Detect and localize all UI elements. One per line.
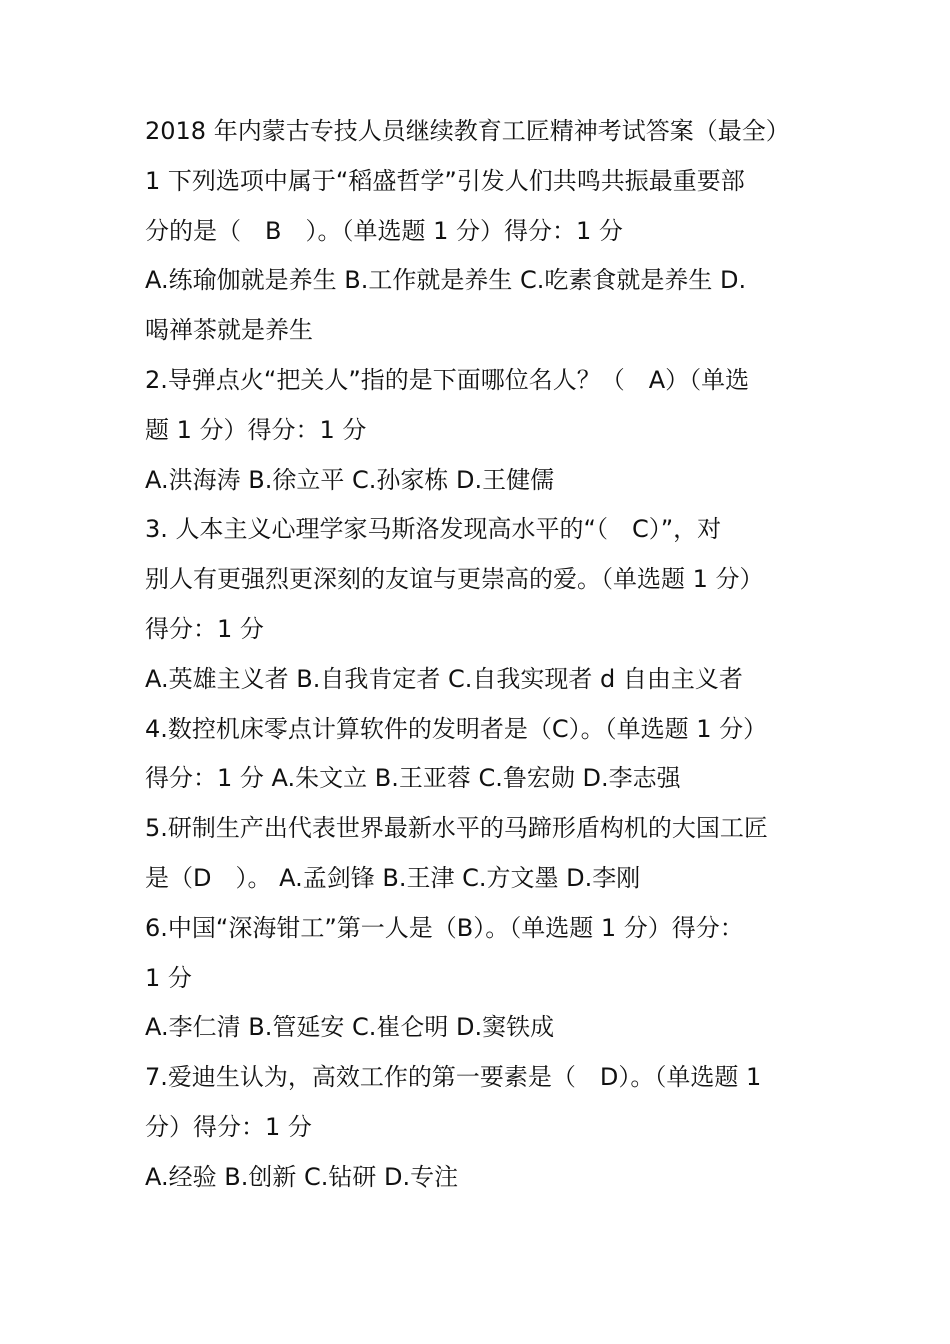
document-body bbox=[145, 107, 820, 1203]
question-7-text: 7.爱迪生认为，高效工作的第一要素是（ D）。（单选题 1 bbox=[145, 1063, 762, 1092]
question-6-options: A.李仁清 B.管延安 C.崔仑明 D.窦铁成 bbox=[145, 1013, 555, 1042]
question-1-options-cont: 喝禅茶就是养生 bbox=[145, 316, 313, 345]
question-1-options: A.练瑜伽就是养生 B.工作就是养生 C.吃素食就是养生 D. bbox=[145, 266, 747, 295]
question-1-text: 1 下列选项中属于“稻盛哲学”引发人们共鸣共振最重要部 bbox=[145, 166, 745, 195]
question-6-text: 6.中国“深海钳工”第一人是（B）。（单选题 1 分）得分： bbox=[145, 913, 744, 942]
question-6-score: 1 分 bbox=[145, 963, 192, 992]
document-title: 2018 年内蒙古专技人员继续教育工匠精神考试答案（最全） bbox=[145, 117, 790, 145]
question-3-text-cont: 别人有更强烈更深刻的友谊与更崇高的爱。（单选题 1 分） bbox=[145, 565, 764, 594]
question-7-score: 分）得分：1 分 bbox=[145, 1112, 312, 1141]
question-3-options: A.英雄主义者 B.自我肯定者 C.自我实现者 d 自由主义者 bbox=[145, 664, 743, 693]
question-3-text: 3. 人本主义心理学家马斯洛发现高水平的“（ C）”，对 bbox=[145, 515, 722, 544]
question-3-score: 得分：1 分 bbox=[145, 614, 264, 643]
question-5-options: 是（D ）。 A.孟剑锋 B.王津 C.方文墨 D.李刚 bbox=[145, 863, 641, 892]
question-2-text-cont: 题 1 分）得分：1 分 bbox=[145, 415, 367, 444]
question-4-text: 4.数控机床零点计算软件的发明者是（C）。（单选题 1 分） bbox=[145, 714, 768, 743]
question-5-text: 5.研制生产出代表世界最新水平的马蹄形盾构机的大国工匠 bbox=[145, 814, 768, 843]
question-2-text: 2.导弹点火“把关人”指的是下面哪位名人？（ A）（单选 bbox=[145, 365, 750, 394]
question-1-text-cont: 分的是（ B ）。（单选题 1 分）得分：1 分 bbox=[145, 216, 623, 245]
question-7-options: A.经验 B.创新 C.钻研 D.专注 bbox=[145, 1162, 459, 1191]
question-4-options: 得分：1 分 A.朱文立 B.王亚蓉 C.鲁宏勋 D.李志强 bbox=[145, 764, 681, 793]
question-2-options: A.洪海涛 B.徐立平 C.孙家栋 D.王健儒 bbox=[145, 465, 555, 494]
